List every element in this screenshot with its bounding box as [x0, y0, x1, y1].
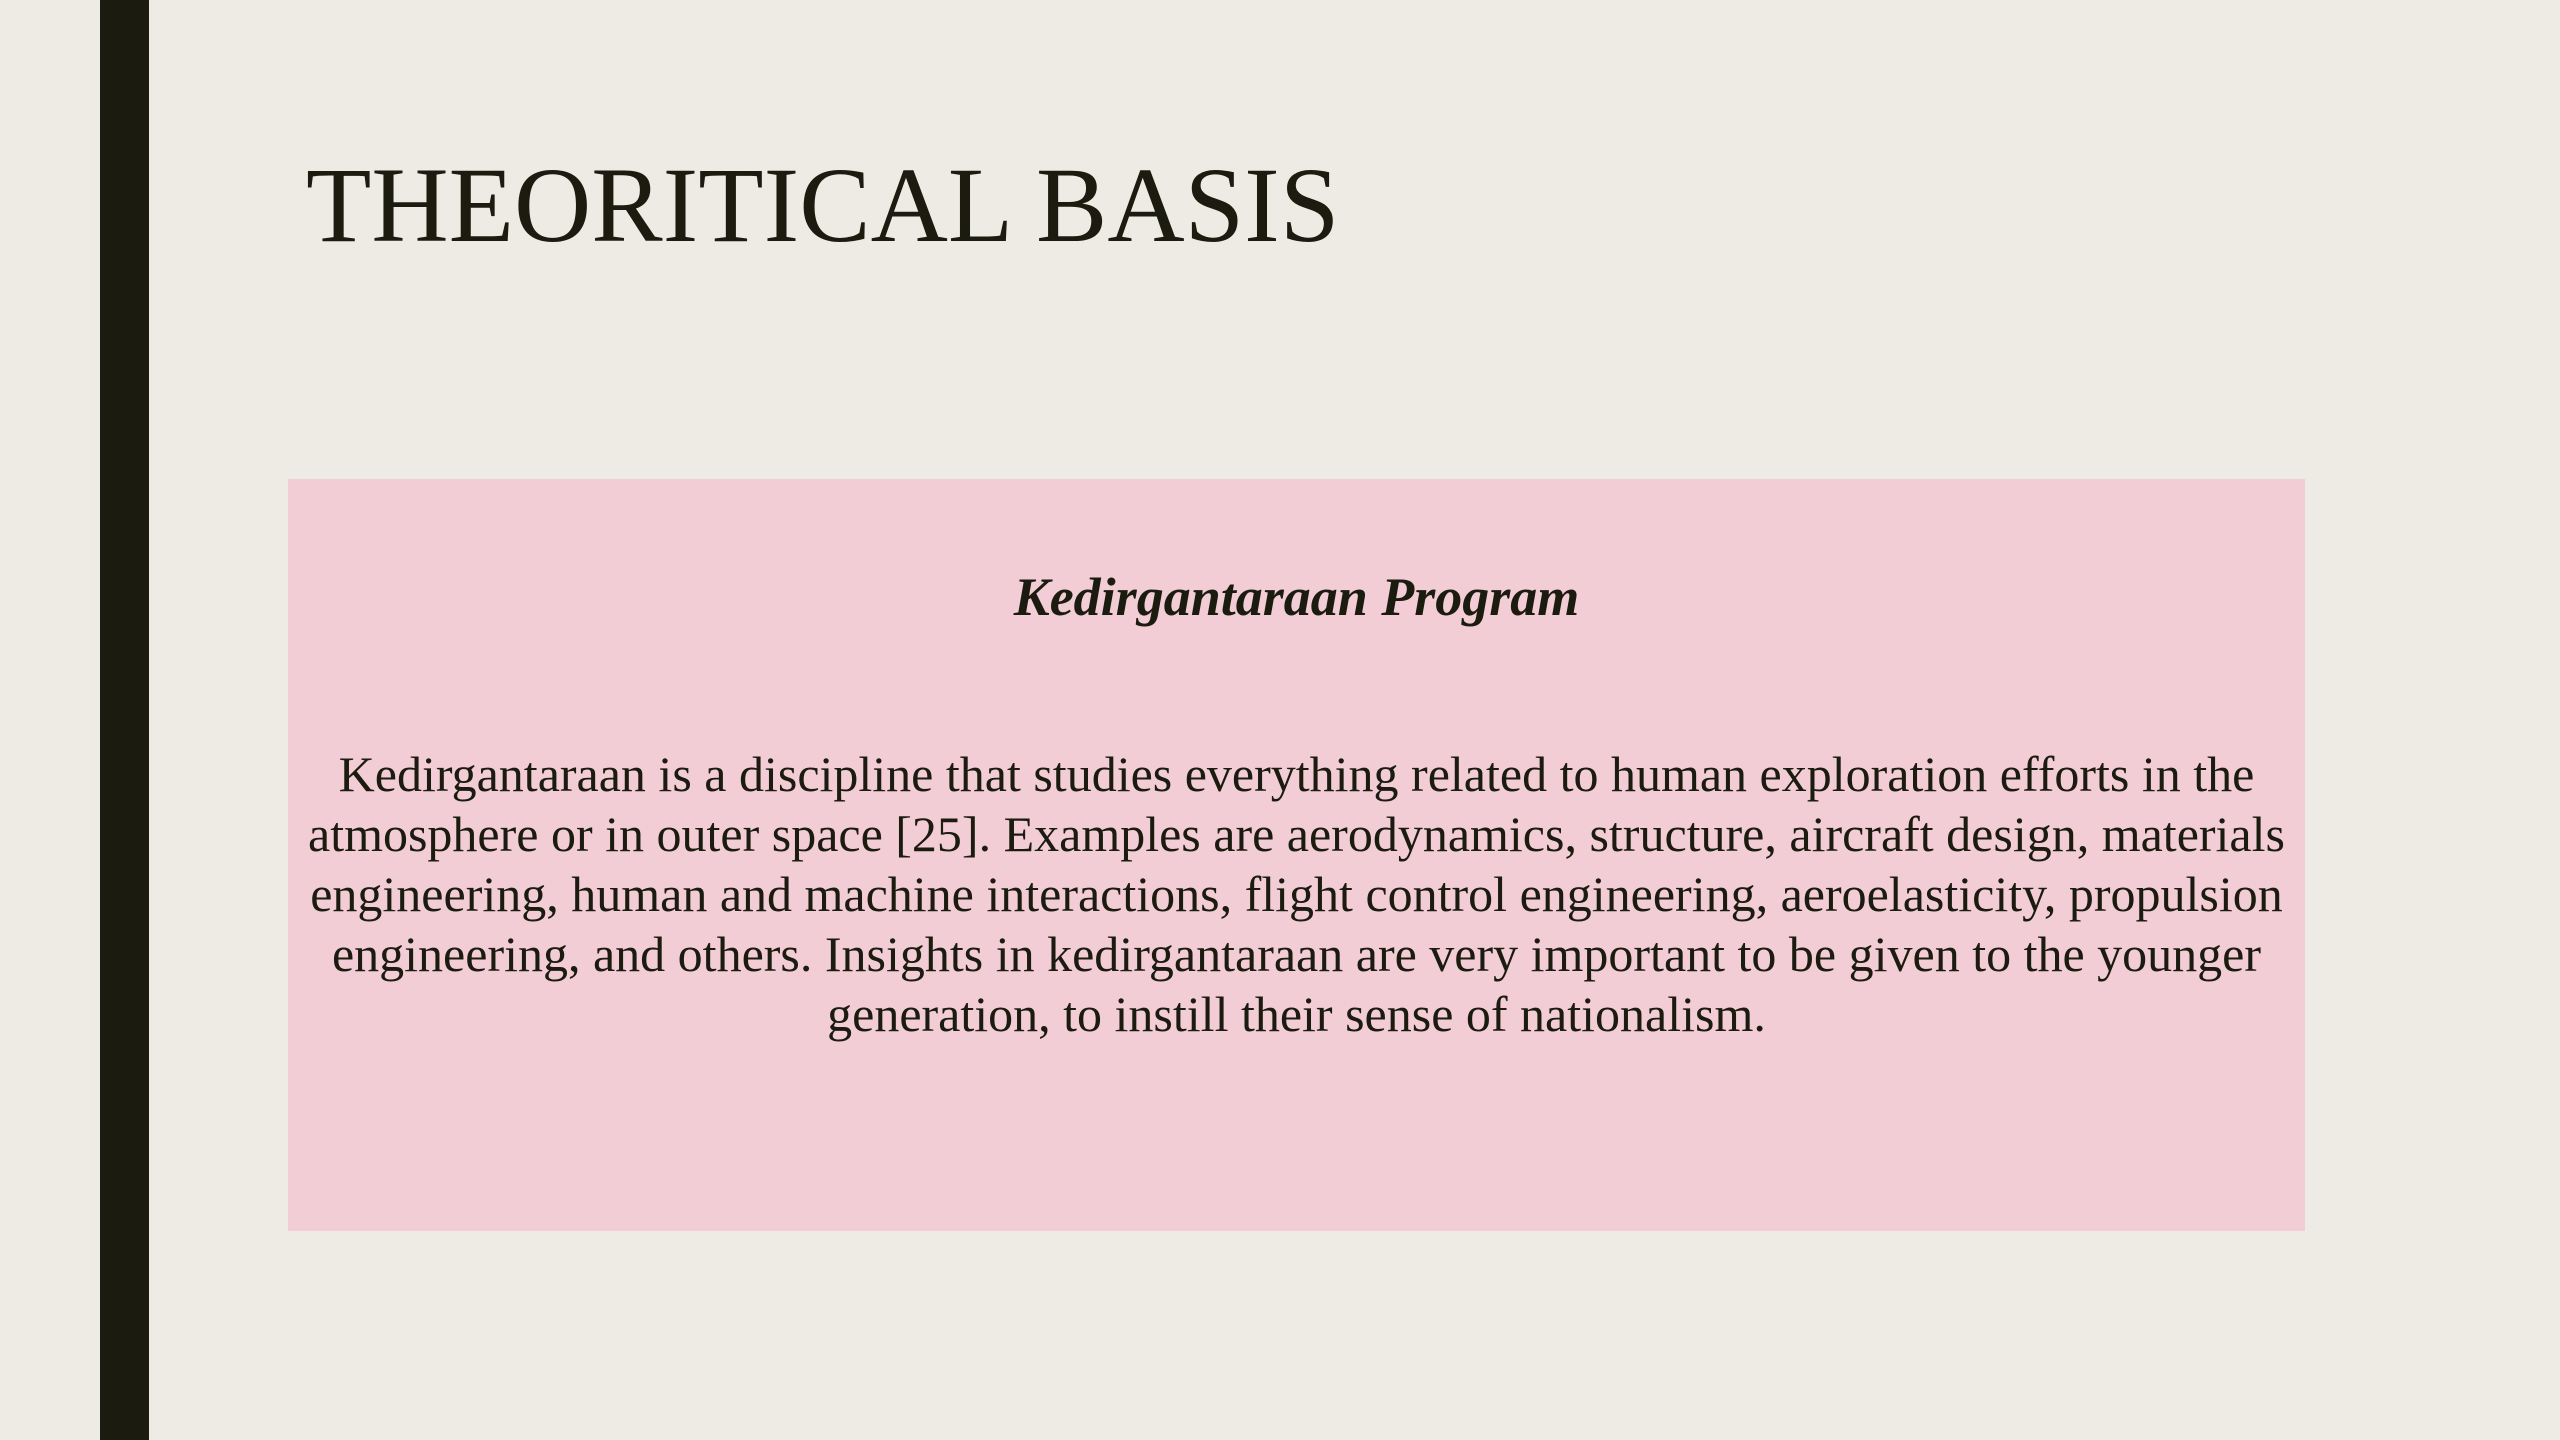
- content-box: [288, 479, 2305, 1231]
- box-heading: Kedirgantaraan Program: [1013, 567, 1580, 627]
- slide-title: THEORITICAL BASIS: [306, 147, 1340, 265]
- box-body-text: Kedirgantaraan is a discipline that studies everything related to human exploration efforts in the atmosphere or in outer space [25]. Examples are aerodynamics, structure, aircraft design, materials engineering, human and machine interactions, flight control engineering, aeroelasticity, propulsion engineering, and others. Insights in kedirgantaraan are very important to be given to the younger generation, to instill their sense of nationalism.: [308, 746, 2285, 1042]
- left-accent-bar: [100, 0, 149, 1440]
